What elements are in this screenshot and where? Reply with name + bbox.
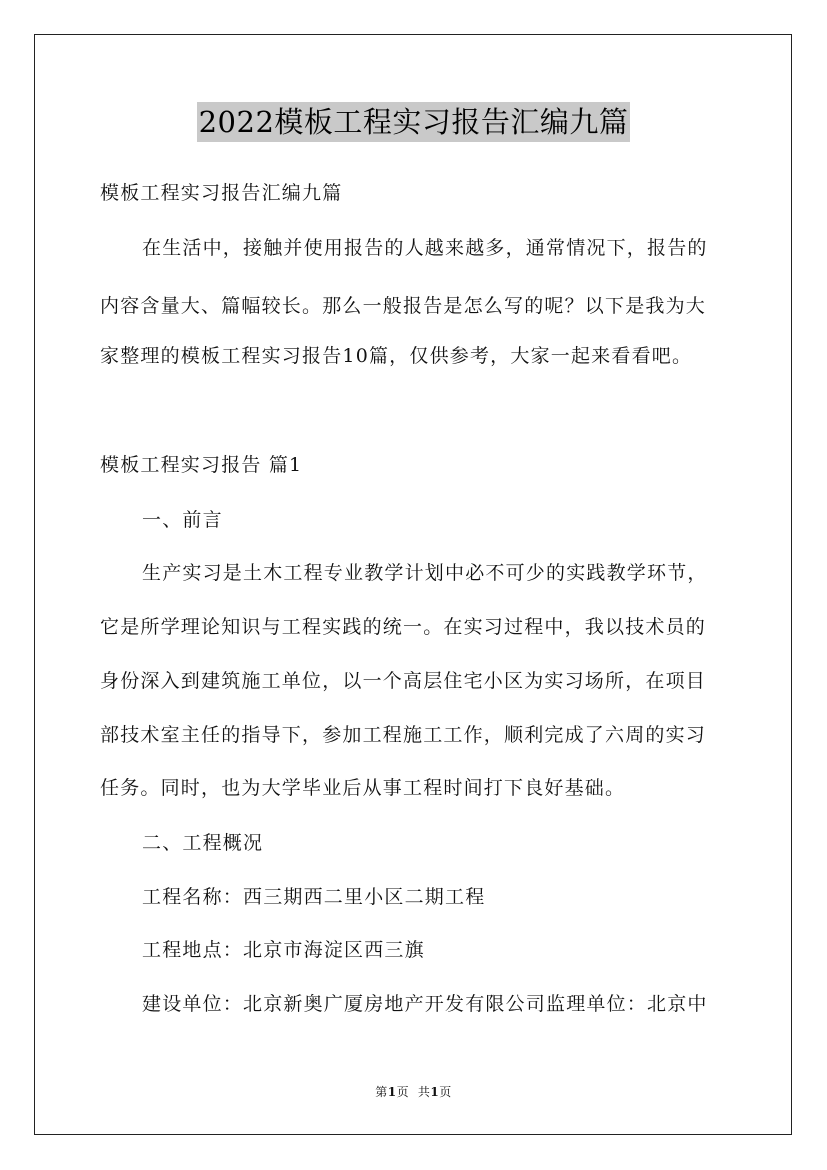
overview-heading: 二、工程概况 [142, 832, 264, 854]
preface-line-5: 任务。同时，也为大学毕业后从事工程时间打下良好基础。 [100, 777, 626, 799]
footer-total-number: 1 [430, 1085, 440, 1099]
title-container [0, 102, 827, 142]
footer-page-suffix: 页 [396, 1085, 410, 1099]
preface-line-1: 生产实习是土木工程专业教学计划中必不可少的实践教学环节， [142, 562, 708, 584]
project-name: 工程名称：西三期西二里小区二期工程 [142, 886, 486, 908]
project-builder: 建设单位：北京新奥广厦房地产开发有限公司监理单位：北京中 [142, 993, 708, 1015]
footer-total-suffix: 页 [439, 1085, 452, 1099]
preface-line-3: 身份深入到建筑施工单位，以一个高层住宅小区为实习场所，在项目 [100, 670, 707, 692]
footer-total-prefix: 共 [417, 1085, 431, 1099]
preface-line-4: 部技术室主任的指导下，参加工程施工工作，顺利完成了六周的实习 [100, 724, 707, 746]
document-subtitle: 模板工程实习报告汇编九篇 [100, 182, 343, 204]
intro-line-2: 内容含量大、篇幅较长。那么一般报告是怎么写的呢？以下是我为大 [100, 295, 707, 317]
section-heading-1: 模板工程实习报告 篇1 [100, 454, 303, 476]
preface-heading: 一、前言 [142, 509, 223, 531]
page-footer [0, 1084, 827, 1100]
preface-line-2: 它是所学理论知识与工程实践的统一。在实习过程中，我以技术员的 [100, 616, 707, 638]
intro-line-3: 家整理的模板工程实习报告10篇，仅供参考，大家一起来看看吧。 [100, 345, 693, 367]
project-location: 工程地点：北京市海淀区西三旗 [142, 939, 425, 961]
footer-page-number: 1 [387, 1085, 397, 1099]
intro-line-1: 在生活中，接触并使用报告的人越来越多，通常情况下，报告的 [142, 237, 708, 259]
footer-page-prefix: 第 [375, 1085, 388, 1099]
document-title: 2022模板工程实习报告汇编九篇 [197, 102, 631, 142]
